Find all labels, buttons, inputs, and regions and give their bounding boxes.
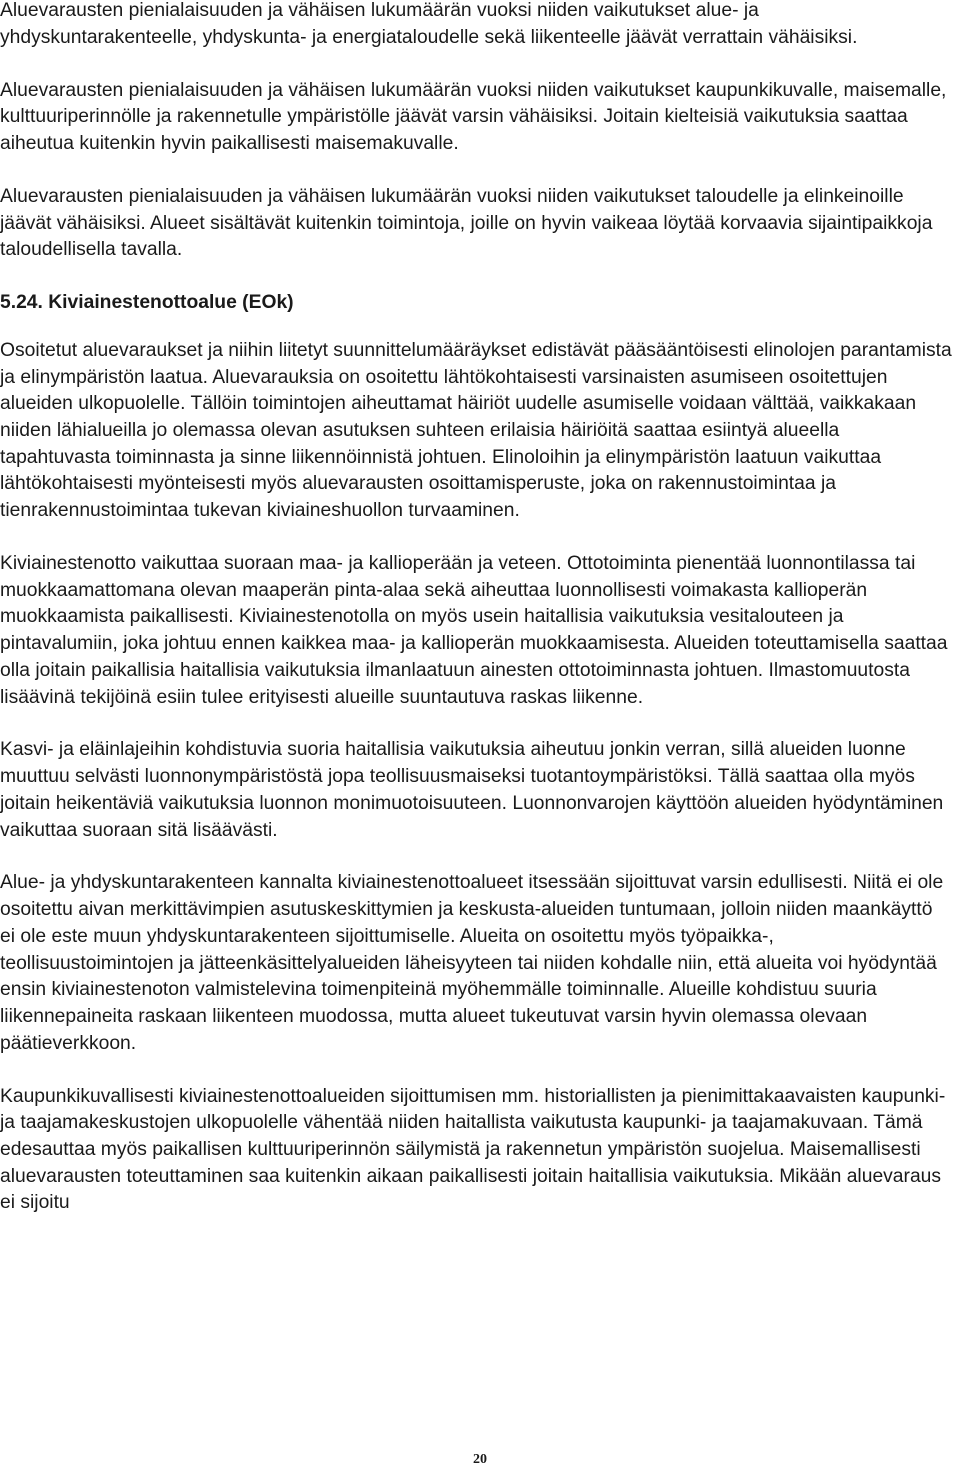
paragraph-townscape-heritage: Kaupunkikuvallisesti kiviainestenottoalueiden sijoittumisen mm. historiallisten ja pienimittakaavaisten kaupunki- ja taajamakeskustojen ulkopuolelle vähentää niiden haitallista vaikutusta kaupunki- ja taajamakuvaan. Tämä edesauttaa myös paikallisen kulttuuriperinnön säilymistä ja rakennetun ympäristön suojelua. Maisemallisesti aluevarausten toteuttaminen saa kuitenkin aikaan paikallisesti joitain haitallisia vaikutuksia. Mikään aluevaraus ei sijoitu: [0, 1085, 946, 1214]
paragraph-flora-fauna: Kasvi- ja eläinlajeihin kohdistuvia suoria haitallisia vaikutuksia aiheutuu jonkin verran, sillä alueiden luonne muuttuu selvästi luonnonympäristöstä jopa teollisuusmaiseksi tuotantoympäristöksi. Tällä saattaa olla myös joitain heikentäviä vaikutuksia luonnon monimuotoisuuteen. Luonnonvarojen käyttöön alueiden hyödyntäminen vaikuttaa suoraan sitä lisäävästi.: [0, 739, 944, 841]
paragraph-living-conditions: Osoitetut aluevaraukset ja niihin liitetyt suunnittelumääräykset edistävät pääsääntöisesti elinolojen parantamista ja elinympäristön laatua. Aluevarauksia on osoitettu lähtökohtaisesti varsinaisten asumiseen osoitettujen alueiden ulkopuolelle. Tällöin toimintojen aiheuttamat häiriöt uudelle asumiselle voidaan välttää, vaikkakaan niiden lähialueilla jo olemassa olevan asutuksen suhteen erilaisia häiriöitä saattaa esiintyä alueella tapahtuvasta toiminnasta ja sinne liikennöinnistä johtuen. Elinoloihin ja elinympäristön laatuun vaikuttaa lähtökohtaisesti myönteisesti myös aluevarausten osoittamisperuste, joka on rakennustoimintaa ja tienrakennustoimintaa tukevan kiviaineshuollon turvaaminen.: [0, 339, 952, 522]
paragraph-community-structure: Alue- ja yhdyskuntarakenteen kannalta kiviainestenottoalueet itsessään sijoittuvat varsin edullisesti. Niitä ei ole osoitettu aivan merkittävimpien asutuskeskittymien ja keskusta-alueiden tuntumaan, jolloin niiden maankäyttö ei ole este muun yhdyskuntarakenteen sijoittumiselle. Alueita on osoitettu myös työpaikka-, teollisuustoimintojen ja jätteenkäsittelyalueiden läheisyyteen tai niiden kohdalle niin, että alueita voi hyödyntää ensin kiviainestenoton valmistelevina toimenpiteinä myöhemmälle toiminnalle. Alueille kohdistuu suuria liikennepaineita raskaan liikenteen muodossa, mutta alueet tukeutuvat varsin hyvin olemassa olevaan päätieverkkoon.: [0, 872, 944, 1054]
paragraph-regional-structure: Aluevarausten pienialaisuuden ja vähäisen lukumäärän vuoksi niiden vaikutukset alue- ja yhdyskuntarakenteelle, yhdyskunta- ja energiataloudelle sekä liikenteelle jäävät verrattain vähäisiksi.: [0, 0, 858, 48]
paragraph-economy: Aluevarausten pienialaisuuden ja vähäisen lukumäärän vuoksi niiden vaikutukset taloudelle ja elinkeinoille jäävät vähäisiksi. Alueet sisältävät kuitenkin toimintoja, joille on hyvin vaikeaa löytää korvaavia sijaintipaikkoja taloudellisella tavalla.: [0, 185, 933, 261]
paragraph-soil-bedrock: Kiviainestenotto vaikuttaa suoraan maa- ja kallioperään ja veteen. Ottotoiminta pienentää luonnontilassa tai muokkaamattomana olevan maaperän pinta-alaa sekä aiheuttaa luonnollisesti voimakasta kallioperän muokkaamista paikallisesti. Kiviainestenotolla on myös usein haitallisia vaikutuksia vesitalouteen ja pintavalumiin, joka johtuu ennen kaikkea maa- ja kallioperän muokkaamisesta. Alueiden toteuttamisella saattaa olla joitain paikallisia haitallisia vaikutuksia ilmanlaatuun ainesten ottotoiminnasta johtuen. Ilmastomuutosta lisäävinä tekijöinä esiin tulee erityisesti alueille suuntautuva raskas liikenne.: [0, 553, 948, 708]
paragraph-townscape-landscape: Aluevarausten pienialaisuuden ja vähäisen lukumäärän vuoksi niiden vaikutukset kaupunkikuvalle, maisemalle, kulttuuriperinnölle ja rakennetulle ympäristölle jäävät varsin vähäisiksi. Joitain kielteisiä vaikutuksia saattaa aiheutua kuitenkin hyvin paikallisesti maisemakuvalle.: [0, 79, 947, 154]
section-heading: 5.24. Kiviainestenottoalue (EOk): [0, 292, 294, 314]
page-number: 20: [473, 1452, 487, 1467]
